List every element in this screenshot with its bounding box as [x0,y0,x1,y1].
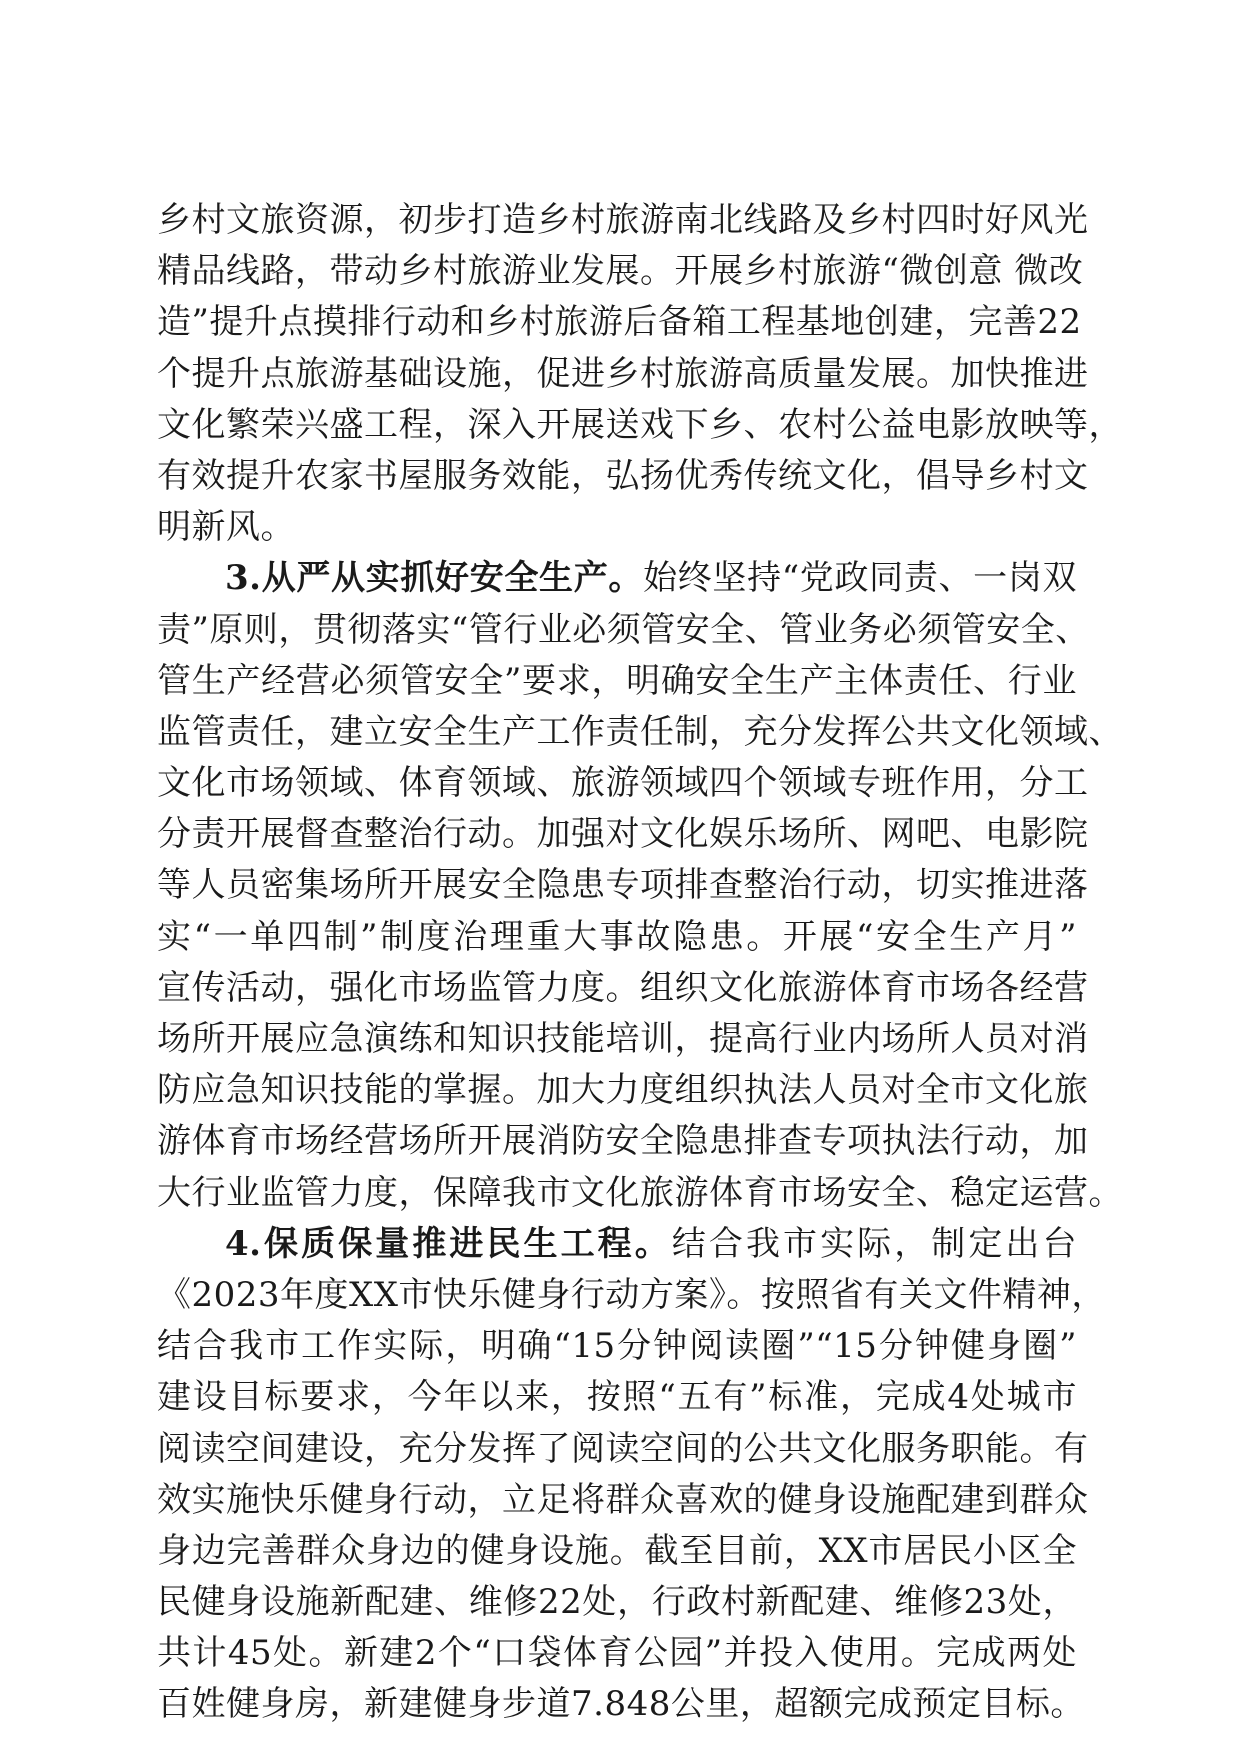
paragraph-livelihood-projects [157,1219,1106,1731]
text-line: 管生产经营必须管安全”要求，明确安全生产主体责任、行业 [157,660,1077,701]
document-body [157,195,1123,1731]
text-line: 结合我市工作实际，明确“15分钟阅读圈”“15分钟健身圈” [157,1326,1077,1367]
text-line: 大行业监管力度，保障我市文化旅游体育市场安全、稳定运营。 [157,1172,1123,1213]
text-line: 民健身设施新配建、维修22处，行政村新配建、维修23处， [157,1582,1077,1623]
text-line: 建设目标要求，今年以来，按照“五有”标准，完成4处城市 [157,1377,1077,1418]
text-line: 效实施快乐健身行动，立足将群众喜欢的健身设施配建到群众 [157,1479,1089,1520]
text-line: 百姓健身房，新建健身步道7.848公里，超额完成预定目标。 [157,1684,1085,1725]
text-line: 宣传活动，强化市场监管力度。组织文化旅游体育市场各经营 [157,967,1089,1008]
text-run: 结合我市实际，制定出台 [671,1223,1077,1264]
text-line: 身边完善群众身边的健身设施。截至目前，XX市居民小区全 [157,1530,1077,1571]
text-line: 等人员密集场所开展安全隐患专项排查整治行动，切实推进落 [157,865,1089,906]
text-line: 实“一单四制”制度治理重大事故隐患。开展“安全生产月” [157,916,1077,957]
text-line: 责”原则，贯彻落实“管行业必须管安全、管业务必须管安全、 [157,609,1090,650]
text-line: 共计45处。新建2个“口袋体育公园”并投入使用。完成两处 [157,1633,1077,1674]
paragraph-first-line [157,1219,1077,1270]
section-heading: 3.从严从实抓好安全生产。 [225,558,644,599]
text-line: 监管责任，建立安全生产工作责任制，充分发挥公共文化领域、 [157,711,1123,752]
text-line: 《2023年度XX市快乐健身行动方案》。按照省有关文件精神， [157,1274,1106,1315]
text-line: 防应急知识技能的掌握。加大力度组织执法人员对全市文化旅 [157,1070,1089,1111]
text-line: 明新风。 [157,507,295,548]
text-line: 文化繁荣兴盛工程，深入开展送戏下乡、农村公益电影放映等， [157,404,1123,445]
text-line: 乡村文旅资源，初步打造乡村旅游南北线路及乡村四时好风光 [157,200,1089,240]
text-line: 阅读空间建设，充分发挥了阅读空间的公共文化服务职能。有 [157,1428,1089,1469]
text-line: 个提升点旅游基础设施，促进乡村旅游高质量发展。加快推进 [157,353,1089,394]
text-run: 始终坚持“党政同责、一岗双 [643,558,1077,599]
text-line: 有效提升农家书屋服务效能，弘扬优秀传统文化，倡导乡村文 [157,455,1089,496]
text-line: 游体育市场经营场所开展消防安全隐患排查专项执法行动，加 [157,1121,1089,1162]
text-line: 精品线路，带动乡村旅游业发展。开展乡村旅游“微创意 微改 [157,251,1084,292]
text-line: 文化市场领域、体育领域、旅游领域四个领域专班作用，分工 [157,763,1089,804]
paragraph-safety-production [157,553,1123,1218]
paragraph-rural-tourism [157,195,1123,553]
section-heading: 4.保质保量推进民生工程。 [225,1223,672,1264]
paragraph-first-line [157,553,1077,604]
text-line: 场所开展应急演练和知识技能培训，提高行业内场所人员对消 [157,1019,1089,1059]
text-line: 造”提升点摸排行动和乡村旅游后备箱工程基地创建，完善22 [157,302,1082,343]
text-line: 分责开展督查整治行动。加强对文化娱乐场所、网吧、电影院 [157,814,1089,855]
